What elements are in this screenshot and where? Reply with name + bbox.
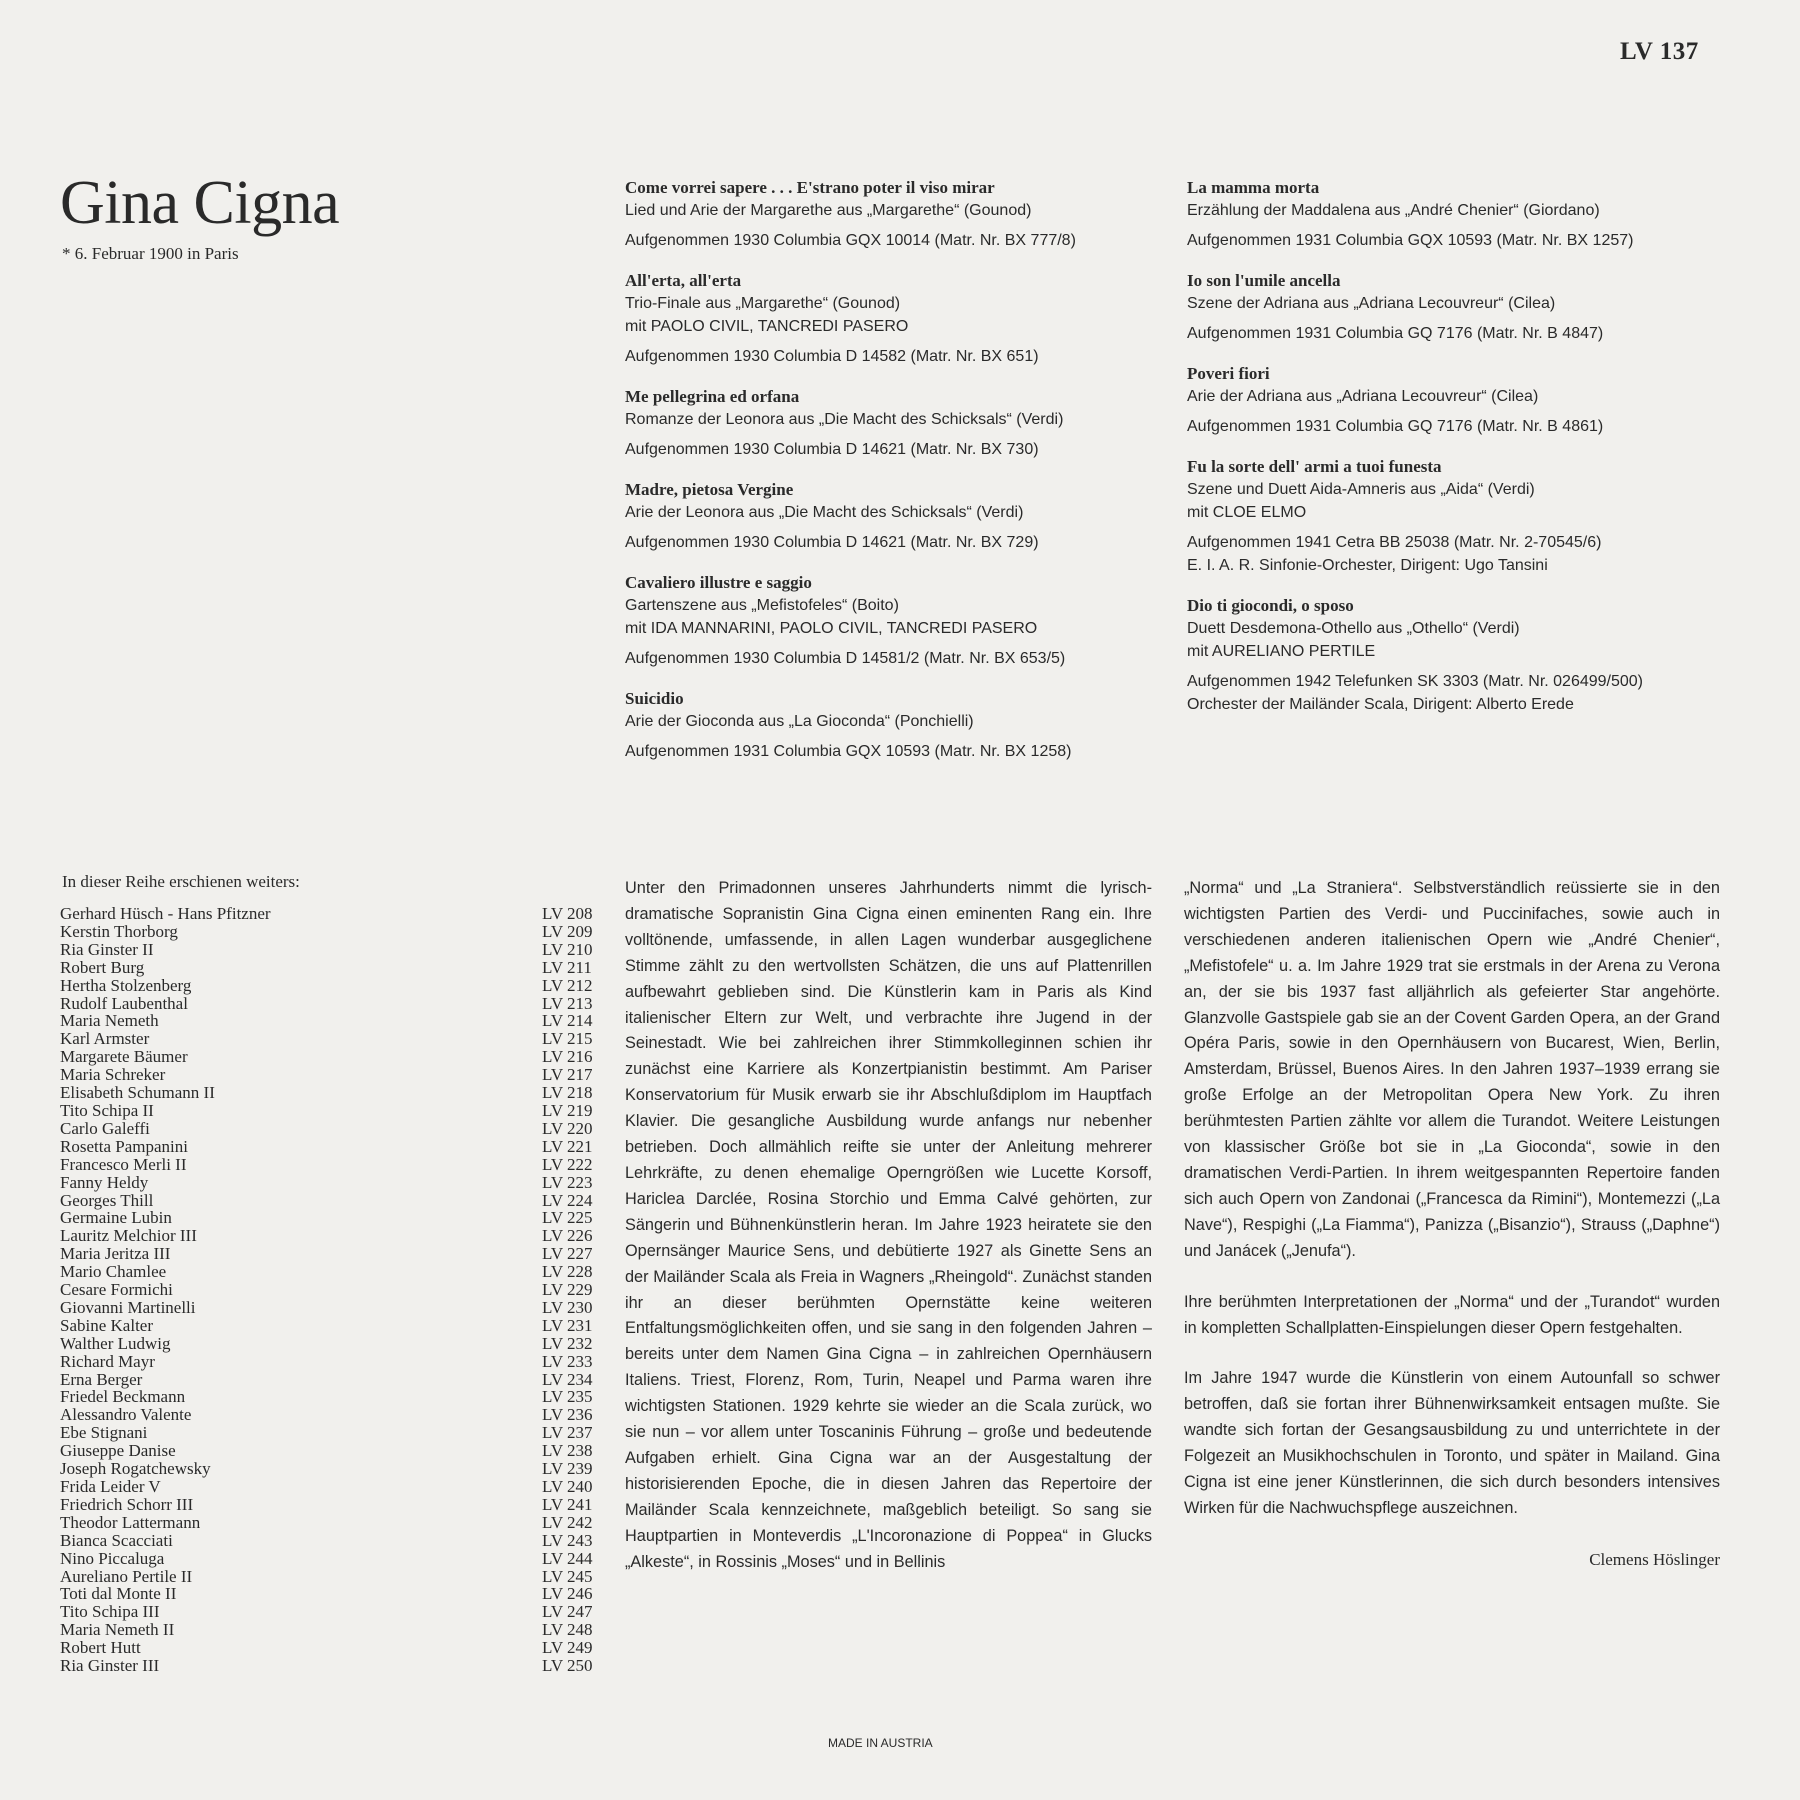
series-artist: Gerhard Hüsch - Hans Pfitzner [60, 904, 271, 923]
series-number: LV 214 [542, 1011, 593, 1031]
series-number: LV 234 [542, 1369, 593, 1389]
series-row [60, 905, 600, 923]
catalog-number: LV 137 [1620, 38, 1699, 65]
track-recording: Aufgenommen 1931 Columbia GQX 10593 (Matr. Nr. BX 1258) [625, 743, 1072, 760]
series-artist: Toti dal Monte II [60, 1584, 177, 1604]
series-number: LV 211 [542, 957, 592, 977]
track-entry [1187, 594, 1747, 716]
series-number: LV 223 [542, 1172, 593, 1192]
series-row [60, 1012, 600, 1030]
series-number: LV 232 [542, 1333, 593, 1353]
series-artist: Karl Armster [60, 1029, 150, 1049]
track-description: Arie der Leonora aus „Die Macht des Schicksals“ (Verdi) [625, 504, 1024, 521]
series-artist: Maria Nemeth II [60, 1620, 175, 1640]
series-row [60, 1156, 600, 1174]
track-recording: Aufgenommen 1942 Telefunken SK 3303 (Matr. Nr. 026499/500) [1187, 673, 1644, 690]
track-title: Me pellegrina ed orfana [625, 387, 800, 406]
series-row [60, 1639, 600, 1657]
track-title: Fu la sorte dell' armi a tuoi funesta [1187, 457, 1442, 476]
series-artist: Robert Burg [60, 957, 145, 977]
track-title: All'erta, all'erta [625, 271, 742, 290]
series-row [60, 959, 600, 977]
track-recording: Aufgenommen 1941 Cetra BB 25038 (Matr. Nr. 2-70545/6) [1187, 534, 1602, 551]
series-row [60, 1621, 600, 1639]
series-artist: Cesare Formichi [60, 1280, 173, 1300]
series-artist: Maria Jeritza III [60, 1244, 171, 1264]
series-number: LV 229 [542, 1280, 593, 1300]
series-artist: Germaine Lubin [60, 1208, 172, 1228]
biography-paragraph: Unter den Primadonnen unseres Jahrhunderts nimmt die lyrisch-dramatische Sopranistin Gina Cigna einen eminenten Rang ein. Ihre volltönende, umfassende, in allen Lagen wunderbar ausgeglichene Stimme zählt zu den wertvollsten Schätzen, die uns auf Plattenrillen aufbewahrt geblieben sind. Die Künstlerin kam in Paris als Kind italienischer Eltern zur Welt, und verbrachte ihre Jugend in der Seinestadt. Wie bei zahlreichen ihrer Stimmkolleginnen schien ihr zunächst eine Karriere als Konzertpianistin bestimmt. Am Pariser Konservatorium für Musik erwarb sie ihr Abschlußdiplom im Hauptfach Klavier. Die gesangliche Ausbildung wurde anfangs nur nebenher betrieben. Doch allmählich reifte sie unter der Anleitung mehrerer Lehrkräfte, zu denen ehemalige Operngrößen wie Lucette Korsoff, Hariclea Darclée, Rosina Storchio und Emma Calvé gehörten, zur Sängerin und Bühnenkünstlerin heran. Im Jahre 1923 heiratete sie den Opernsänger Maurice Sens, und debütierte 1927 als Ginette Sens an der Mailänder Scala als Freia in Wagners „Rheingold“. Zunächst standen ihr an dieser berühmten Opernstätte keine weiteren Entfaltungsmöglichkeiten offen, und sie sang in den folgenden Jahren – bereits unter dem Namen Gina Cigna – in zahlreichen Opernhäusern Italiens. Triest, Florenz, Rom, Turin, Neapel und Parma waren ihre wichtigsten Stationen. 1929 kehrte sie wieder an die Scala zurück, wo sie nun – vor allem unter Toscaninis Führung – große und bedeutende Aufgaben erhielt. Gina Cigna war an der Ausgestaltung der historisierenden Epoche, die in diesen Jahren das Repertoire der Mailänder Scala kennzeichnete, maßgeblich beteiligt. So sang sie Hauptpartien in Monteverdis „L'Incoronazione di Poppea“ in Glucks „Alkeste“, in Rossinis „Moses“ und in Bellinis [625, 879, 1152, 1571]
series-artist: Maria Schreker [60, 1065, 166, 1085]
series-artist: Fanny Heldy [60, 1172, 149, 1192]
track-entry [1187, 362, 1747, 438]
series-number: LV 247 [542, 1602, 593, 1622]
track-description: Duett Desdemona-Othello aus „Othello“ (Verdi) [1187, 620, 1520, 637]
series-number: LV 231 [542, 1315, 593, 1335]
track-entry [625, 478, 1180, 554]
series-row [60, 1550, 600, 1568]
series-number: LV 219 [542, 1100, 593, 1120]
track-description: Romanze der Leonora aus „Die Macht des Schicksals“ (Verdi) [625, 411, 1064, 428]
series-number: LV 249 [542, 1638, 593, 1658]
track-description: mit AURELIANO PERTILE [1187, 643, 1376, 660]
track-list-right [1187, 176, 1747, 733]
track-title: La mamma morta [1187, 178, 1320, 197]
track-entry [1187, 455, 1747, 577]
biography-paragraph: Ihre berühmten Interpretationen der „Norma“ und der „Turandot“ wurden in kompletten Schallplatten-Einspielungen dieser Opern festgehalten. [1184, 1292, 1720, 1337]
track-recording: Aufgenommen 1930 Columbia D 14582 (Matr. Nr. BX 651) [625, 348, 1039, 365]
series-number: LV 243 [542, 1530, 593, 1550]
series-row [60, 1030, 600, 1048]
track-description: Arie der Adriana aus „Adriana Lecouvreur“ (Cilea) [1187, 388, 1539, 405]
series-number: LV 235 [542, 1387, 593, 1407]
series-artist: Giovanni Martinelli [60, 1297, 196, 1317]
series-row [60, 1353, 600, 1371]
series-number: LV 237 [542, 1423, 593, 1443]
series-row [60, 1048, 600, 1066]
track-description: Trio-Finale aus „Margarethe“ (Gounod) [625, 295, 901, 312]
series-number: LV 220 [542, 1118, 593, 1138]
track-title: Io son l'umile ancella [1187, 271, 1341, 290]
series-number: LV 248 [542, 1620, 593, 1640]
series-artist: Elisabeth Schumann II [60, 1083, 215, 1103]
series-row [60, 1192, 600, 1210]
series-number: LV 213 [542, 993, 593, 1013]
series-number: LV 227 [542, 1244, 593, 1264]
series-artist: Tito Schipa II [60, 1100, 154, 1120]
series-row [60, 1263, 600, 1281]
series-artist: Bianca Scacciati [60, 1530, 173, 1550]
biography-left [625, 876, 1152, 1600]
series-artist: Richard Mayr [60, 1351, 155, 1371]
track-entry [1187, 176, 1747, 252]
series-row [60, 1478, 600, 1496]
series-number: LV 228 [542, 1262, 593, 1282]
series-row [60, 1227, 600, 1245]
track-description: Lied und Arie der Margarethe aus „Margarethe“ (Gounod) [625, 202, 1032, 219]
biography-right [1184, 876, 1720, 1573]
series-row [60, 1335, 600, 1353]
series-number: LV 241 [542, 1494, 593, 1514]
series-row [60, 1120, 600, 1138]
series-row [60, 1514, 600, 1532]
track-title: Cavaliero illustre e saggio [625, 573, 812, 592]
series-row [60, 1281, 600, 1299]
series-number: LV 222 [542, 1154, 593, 1174]
series-number: LV 240 [542, 1477, 593, 1496]
track-recording: Aufgenommen 1930 Columbia D 14621 (Matr. Nr. BX 730) [625, 441, 1039, 458]
biography-paragraph: „Norma“ und „La Straniera“. Selbstverständlich reüssierte sie in den wichtigsten Partien des Verdi- und Puccinifaches, sowie auch in verschiedenen anderen italienischen Opern wie „André Chenier“, „Mefistofele“ u. a. Im Jahre 1929 trat sie erstmals in der Arena zu Verona an, der sie bis 1937 fast alljährlich als gefeierter Star angehörte. Glanzvolle Gastspiele gab sie an der Covent Garden Opera, an der Grand Opéra Paris, sowie in den Opernhäusern von Bucarest, Wien, Berlin, Amsterdam, Brüssel, Buenos Aires. In den Jahren 1937–1939 errang sie große Erfolge an der Metropolitan Opera New York. Zu ihren berühmtesten Partien zählte vor allem die Turandot. Weitere Leistungen von klassischer Größe bot sie in „La Gioconda“, sowie in den dramatischen Verdi-Partien. In ihrem weitgespannten Repertoire fanden sich auch Opern von Zandonai („Francesca da Rimini“), Montemezzi („La Nave“), Respighi („La Fiamma“), Panizza („Bisanzio“), Strauss („Daphne“) und Janácek („Jenufa“). [1184, 879, 1720, 1260]
track-entry [625, 571, 1180, 670]
series-artist: Hertha Stolzenberg [60, 975, 192, 995]
series-row [60, 1066, 600, 1084]
series-number: LV 238 [542, 1441, 593, 1461]
series-artist: Ebe Stignani [60, 1423, 148, 1443]
series-row [60, 1299, 600, 1317]
series-row [60, 1496, 600, 1514]
track-title: Come vorrei sapere . . . E'strano poter il viso mirar [625, 178, 995, 197]
track-recording: Aufgenommen 1931 Columbia GQ 7176 (Matr. Nr. B 4861) [1187, 418, 1604, 435]
series-artist: Mario Chamlee [60, 1262, 167, 1282]
series-artist: Giuseppe Danise [60, 1441, 176, 1461]
series-row [60, 1568, 600, 1586]
series-row [60, 1460, 600, 1478]
series-artist: Sabine Kalter [60, 1315, 153, 1335]
track-entry [625, 176, 1180, 252]
author-signature: Clemens Höslinger [1589, 1549, 1720, 1569]
series-artist: Margarete Bäumer [60, 1047, 188, 1067]
track-title: Suicidio [625, 689, 684, 708]
track-recording: Aufgenommen 1930 Columbia D 14581/2 (Matr. Nr. BX 653/5) [625, 650, 1066, 667]
track-entry [625, 269, 1180, 368]
series-artist: Robert Hutt [60, 1638, 141, 1658]
track-orchestra: Orchester der Mailänder Scala, Dirigent: Alberto Erede [1187, 696, 1574, 713]
track-entry [625, 385, 1180, 461]
track-description: Gartenszene aus „Mefistofeles“ (Boito) [625, 597, 899, 614]
series-artist: Erna Berger [60, 1369, 143, 1389]
series-number: LV 209 [542, 921, 593, 941]
series-row [60, 1138, 600, 1156]
track-recording: Aufgenommen 1930 Columbia D 14621 (Matr. Nr. BX 729) [625, 534, 1039, 551]
series-row [60, 1603, 600, 1621]
track-description: Erzählung der Maddalena aus „André Chenier“ (Giordano) [1187, 202, 1600, 219]
series-heading: In dieser Reihe erschienen weiters: [62, 872, 300, 891]
series-row [60, 1317, 600, 1335]
series-artist: Rosetta Pampanini [60, 1136, 188, 1156]
series-number: LV 216 [542, 1047, 593, 1067]
series-artist: Ria Ginster III [60, 1656, 160, 1676]
series-number: LV 225 [542, 1208, 593, 1228]
series-number: LV 215 [542, 1029, 593, 1049]
track-recording: Aufgenommen 1930 Columbia GQX 10014 (Matr. Nr. BX 777/8) [625, 232, 1076, 249]
series-number: LV 218 [542, 1083, 593, 1103]
series-row [60, 1388, 600, 1406]
series-number: LV 217 [542, 1065, 593, 1085]
series-row [60, 1424, 600, 1442]
series-number: LV 250 [542, 1656, 593, 1676]
track-title: Dio ti giocondi, o sposo [1187, 596, 1354, 615]
track-description: Arie der Gioconda aus „La Gioconda“ (Ponchielli) [625, 713, 974, 730]
series-list [60, 905, 600, 1675]
series-artist: Francesco Merli II [60, 1154, 187, 1174]
series-number: LV 224 [542, 1190, 593, 1210]
track-description: mit IDA MANNARINI, PAOLO CIVIL, TANCREDI PASERO [625, 620, 1038, 637]
track-description: mit CLOE ELMO [1187, 504, 1307, 521]
series-artist: Alessandro Valente [60, 1405, 192, 1425]
track-description: Szene und Duett Aida-Amneris aus „Aida“ (Verdi) [1187, 481, 1535, 498]
series-number: LV 242 [542, 1512, 593, 1532]
track-orchestra: E. I. A. R. Sinfonie-Orchester, Dirigent: Ugo Tansini [1187, 557, 1548, 574]
series-artist: Aureliano Pertile II [60, 1566, 193, 1586]
series-row [60, 977, 600, 995]
series-number: LV 210 [542, 939, 593, 959]
series-number: LV 245 [542, 1566, 593, 1586]
series-artist: Joseph Rogatchewsky [60, 1459, 211, 1479]
series-row [60, 1442, 600, 1460]
series-artist: Kerstin Thorborg [60, 921, 178, 941]
series-row [60, 1585, 600, 1603]
made-in-label: MADE IN AUSTRIA [828, 1736, 933, 1750]
series-artist: Lauritz Melchior III [60, 1226, 197, 1246]
biography-paragraph: Im Jahre 1947 wurde die Künstlerin von einem Autounfall so schwer betroffen, daß sie fortan ihrer Bühnenwirksamkeit entsagen mußte. Sie wandte sich fortan der Gesangsausbildung zu und unterrichtete in der Folgezeit an Musikhochschulen in Toronto, und später in Mailand. Gina Cigna ist eine jener Künstlerinnen, die sich durch besonders intensives Wirken für die Nachwuchspflege auszeichnen. [1184, 1369, 1720, 1517]
artist-birth: * 6. Februar 1900 in Paris [62, 244, 239, 263]
series-number: LV 239 [542, 1459, 593, 1479]
series-row [60, 995, 600, 1013]
series-number: LV 212 [542, 975, 593, 995]
series-row [60, 1371, 600, 1389]
series-artist: Rudolf Laubenthal [60, 993, 188, 1013]
series-artist: Walther Ludwig [60, 1333, 171, 1353]
series-number: LV 221 [542, 1136, 593, 1156]
series-row [60, 923, 600, 941]
series-number: LV 226 [542, 1226, 593, 1246]
series-row [60, 1084, 600, 1102]
track-entry [1187, 269, 1747, 345]
track-list-left [625, 176, 1180, 780]
series-artist: Carlo Galeffi [60, 1118, 150, 1138]
series-artist: Tito Schipa III [60, 1602, 160, 1622]
series-row [60, 1657, 600, 1675]
series-artist: Georges Thill [60, 1190, 154, 1210]
track-description: mit PAOLO CIVIL, TANCREDI PASERO [625, 318, 909, 335]
series-number: LV 244 [542, 1548, 593, 1568]
track-title: Poveri fiori [1187, 364, 1270, 383]
series-artist: Nino Piccaluga [60, 1548, 165, 1568]
series-number: LV 208 [542, 904, 593, 923]
series-number: LV 236 [542, 1405, 593, 1425]
series-number: LV 233 [542, 1351, 593, 1371]
series-artist: Friedrich Schorr III [60, 1494, 194, 1514]
series-artist: Frida Leider V [60, 1477, 161, 1496]
series-artist: Theodor Lattermann [60, 1512, 201, 1532]
series-artist: Maria Nemeth [60, 1011, 159, 1031]
series-row [60, 1102, 600, 1120]
track-description: Szene der Adriana aus „Adriana Lecouvreur“ (Cilea) [1187, 295, 1556, 312]
series-row [60, 1245, 600, 1263]
track-recording: Aufgenommen 1931 Columbia GQX 10593 (Matr. Nr. BX 1257) [1187, 232, 1634, 249]
series-artist: Friedel Beckmann [60, 1387, 186, 1407]
series-artist: Ria Ginster II [60, 939, 154, 959]
series-row [60, 1406, 600, 1424]
track-title: Madre, pietosa Vergine [625, 480, 794, 499]
series-row [60, 1174, 600, 1192]
track-entry [625, 687, 1180, 763]
artist-name: Gina Cigna [60, 169, 340, 237]
series-number: LV 246 [542, 1584, 593, 1604]
series-number: LV 230 [542, 1297, 593, 1317]
track-recording: Aufgenommen 1931 Columbia GQ 7176 (Matr. Nr. B 4847) [1187, 325, 1604, 342]
series-row [60, 1532, 600, 1550]
series-row [60, 1209, 600, 1227]
series-row [60, 941, 600, 959]
